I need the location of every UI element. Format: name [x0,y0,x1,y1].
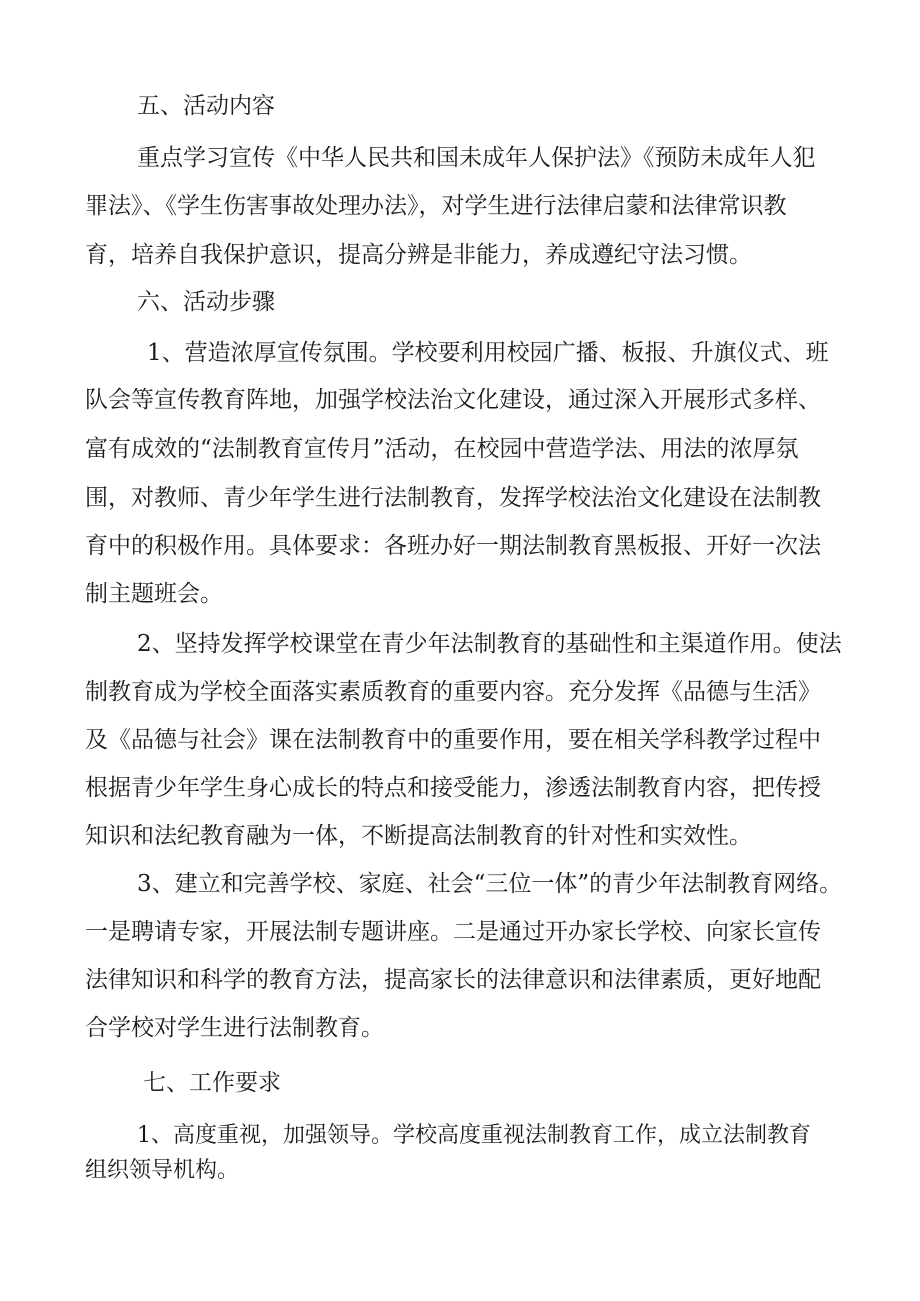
paragraph-line: 队会等宣传教育阵地，加强学校法治文化建设，通过深入开展形式多样、 [85,387,821,413]
paragraph-line: 制教育成为学校全面落实素质教育的重要内容。充分发挥《品德与生活》 [85,679,821,705]
paragraph-line: 及《品德与社会》课在法制教育中的重要作用，要在相关学科教学过程中 [85,727,821,753]
section-heading-6: 六、活动步骤 [137,289,275,315]
paragraph-line: 围，对教师、青少年学生进行法制教育，发挥学校法治文化建设在法制教 [85,485,821,511]
paragraph-line: 育，培养自我保护意识，提高分辨是非能力，养成遵纪守法习惯。 [85,242,752,268]
paragraph-line: 根据青少年学生身心成长的特点和接受能力，渗透法制教育内容，把传授 [85,775,821,801]
paragraph-line: 1、高度重视，加强领导。学校高度重视法制教育工作，成立法制教育 [137,1123,811,1148]
paragraph-line: 重点学习宣传《中华人民共和国未成年人保护法》《预防未成年人犯 [137,145,816,171]
paragraph-line: 法律知识和科学的教育方法，提高家长的法律意识和法律素质，更好地配 [85,967,821,993]
paragraph-line: 一是聘请专家，开展法制专题讲座。二是通过开办家长学校、向家长宣传 [85,919,821,945]
paragraph-line: 罪法》、《学生伤害事故处理办法》，对学生进行法律启蒙和法律常识教 [85,193,787,219]
paragraph-line: 富有成效的“法制教育宣传月”活动，在校园中营造学法、用法的浓厚氛 [85,436,799,462]
paragraph-line: 3、建立和完善学校、家庭、社会“三位一体”的青少年法制教育网络。 [137,871,843,897]
paragraph-line: 合学校对学生进行法制教育。 [85,1015,384,1041]
section-heading-7: 七、工作要求 [143,1070,281,1096]
paragraph-line: 制主题班会。 [85,581,223,607]
paragraph-line: 1、营造浓厚宣传氛围。学校要利用校园广播、板报、升旗仪式、班 [147,340,829,366]
section-heading-5: 五、活动内容 [137,93,275,119]
paragraph-line: 2、坚持发挥学校课堂在青少年法制教育的基础性和主渠道作用。使法 [137,631,842,657]
paragraph-line: 组织领导机构。 [85,1158,240,1183]
paragraph-line: 育中的积极作用。具体要求：各班办好一期法制教育黑板报、开好一次法 [85,533,821,559]
paragraph-line: 知识和法纪教育融为一体，不断提高法制教育的针对性和实效性。 [85,823,752,849]
